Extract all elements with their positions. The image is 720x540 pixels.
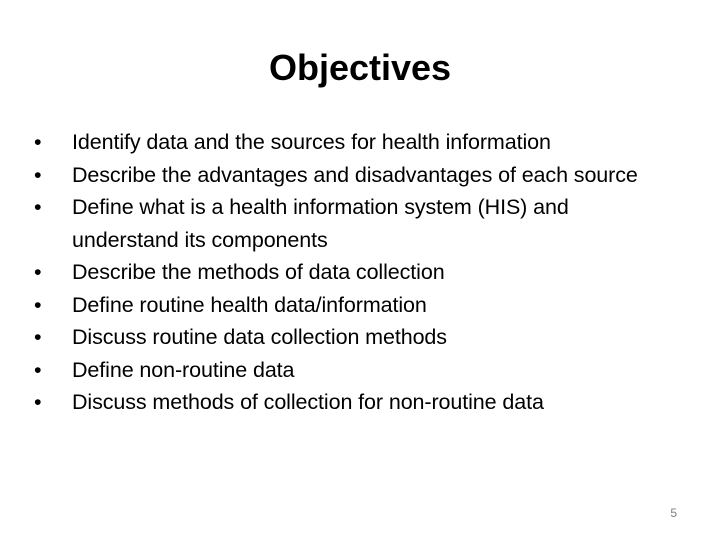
bullet-text: Define non-routine data: [72, 357, 295, 382]
bullet-icon: •: [34, 260, 42, 284]
objectives-list: [34, 126, 674, 419]
bullet-text: Define routine health data/information: [72, 292, 427, 317]
bullet-icon: •: [34, 390, 42, 414]
list-item: [34, 159, 674, 192]
list-item: [34, 386, 674, 419]
bullet-text: Identify data and the sources for health information: [72, 130, 551, 154]
bullet-text: Discuss methods of collection for non-routine data: [72, 390, 544, 414]
list-item: [34, 289, 674, 322]
bullet-icon: •: [34, 292, 42, 317]
list-item: [34, 354, 674, 387]
bullet-icon: •: [34, 195, 42, 219]
bullet-icon: •: [34, 325, 42, 349]
list-item: [34, 126, 674, 159]
list-item: [34, 191, 674, 256]
bullet-text: Discuss routine data collection methods: [72, 325, 447, 349]
list-item: [34, 256, 674, 289]
slide-title: Objectives: [268, 47, 452, 88]
bullet-icon: •: [34, 357, 42, 382]
bullet-icon: •: [34, 130, 42, 154]
bullet-text: Describe the methods of data collection: [72, 260, 445, 284]
list-item: [34, 321, 674, 354]
page-number: 5: [670, 506, 677, 520]
bullet-text: Describe the advantages and disadvantages of each source: [72, 162, 638, 187]
bullet-icon: •: [34, 162, 42, 187]
bullet-text: Define what is a health information system (HIS) and understand its components: [72, 195, 569, 252]
